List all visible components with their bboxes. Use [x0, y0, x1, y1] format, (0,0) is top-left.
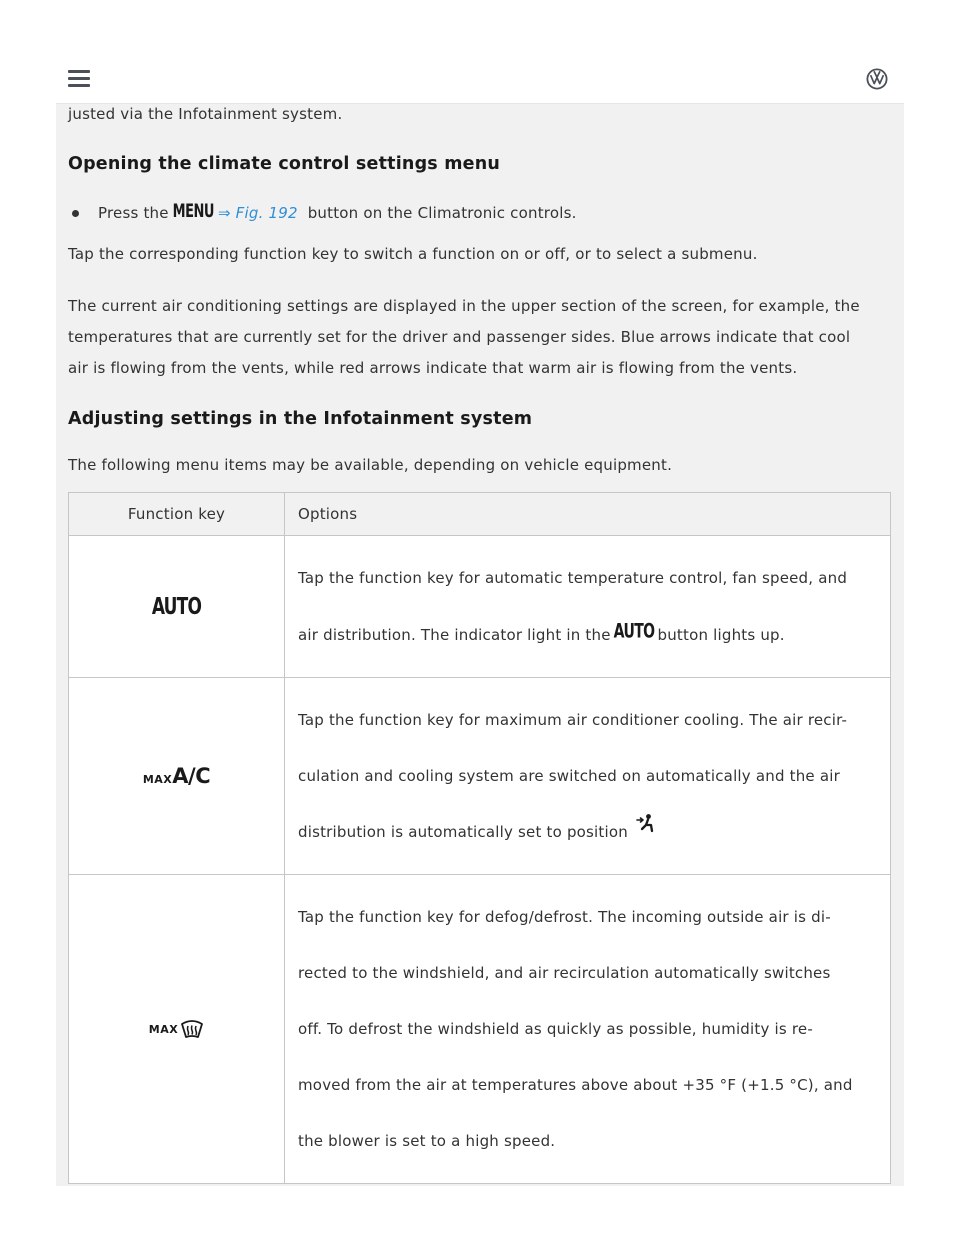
bullet-press-menu [98, 198, 577, 229]
option-line: button lights up. [657, 626, 785, 644]
max-defrost-key-cell [69, 875, 285, 1184]
max-label: MAX [148, 1022, 179, 1036]
max-defrost-key-icon [149, 1019, 204, 1039]
auto-key-cell [69, 536, 285, 678]
auto-options-cell [285, 536, 891, 678]
paragraph-settings-line3: air is flowing from the vents, while red arrows indicate that warm air is flowing from the vents. [68, 359, 798, 377]
bullet-text-post: button on the Climatronic controls. [307, 204, 577, 222]
table-header-row [69, 493, 891, 536]
heading-opening-menu: Opening the climate control settings menu [68, 154, 501, 174]
auto-key-icon: AUTO [151, 593, 202, 620]
option-line: culation and cooling system are switched on automatically and the air [298, 767, 840, 785]
table-row [69, 536, 891, 678]
option-line: off. To defrost the windshield as quickly as possible, humidity is re- [298, 1020, 813, 1038]
windshield-defrost-icon [180, 1019, 204, 1039]
manual-content [56, 104, 904, 1186]
heading-adjusting-settings: Adjusting settings in the Infotainment system [68, 409, 533, 429]
max-ac-key-cell [69, 678, 285, 875]
vw-logo-icon[interactable] [866, 68, 888, 90]
top-bar [56, 56, 904, 104]
function-table [68, 492, 891, 1184]
intro-text: justed via the Infotainment system. [68, 105, 343, 123]
max-label: MAX [142, 773, 173, 786]
option-line: rected to the windshield, and air recirculation automatically switches [298, 964, 831, 982]
option-line: distribution is automatically set to position [298, 823, 628, 841]
fig-192-link[interactable]: ⇒ Fig. 192 [217, 204, 298, 222]
option-line: Tap the function key for maximum air conditioner cooling. The air recir- [298, 711, 848, 729]
max-ac-key-icon [143, 764, 210, 788]
column-header-options: Options [285, 493, 891, 536]
air-distribution-upper-body-icon [635, 813, 655, 833]
option-line: air distribution. The indicator light in the [298, 626, 611, 644]
option-line: the blower is set to a high speed. [298, 1132, 556, 1150]
max-ac-options-cell [285, 678, 891, 875]
paragraph-tap-key: Tap the corresponding function key to switch a function on or off, or to select a submenu. [68, 245, 758, 263]
option-line: moved from the air at temperatures above about +35 °F (+1.5 °C), and [298, 1076, 853, 1094]
bullet-text-pre: Press the [98, 204, 169, 222]
paragraph-settings-line2: temperatures that are currently set for the driver and passenger sides. Blue arrows indicate that cool [68, 328, 851, 346]
hamburger-menu-icon[interactable] [68, 70, 90, 88]
column-header-function-key: Function key [69, 493, 285, 536]
option-line: Tap the function key for defog/defrost. The incoming outside air is di- [298, 908, 831, 926]
bullet-dot [72, 210, 79, 217]
table-row [69, 678, 891, 875]
menu-button-icon: MENU [172, 201, 214, 223]
table-row [69, 875, 891, 1184]
option-line: Tap the function key for automatic temperature control, fan speed, and [298, 569, 848, 587]
auto-inline-icon: AUTO [613, 620, 655, 643]
ac-label: A/C [172, 764, 211, 788]
paragraph-settings-line1: The current air conditioning settings are displayed in the upper section of the screen, for example, the [68, 297, 860, 315]
paragraph-menu-items: The following menu items may be available, depending on vehicle equipment. [68, 456, 673, 474]
max-defrost-options-cell [285, 875, 891, 1184]
